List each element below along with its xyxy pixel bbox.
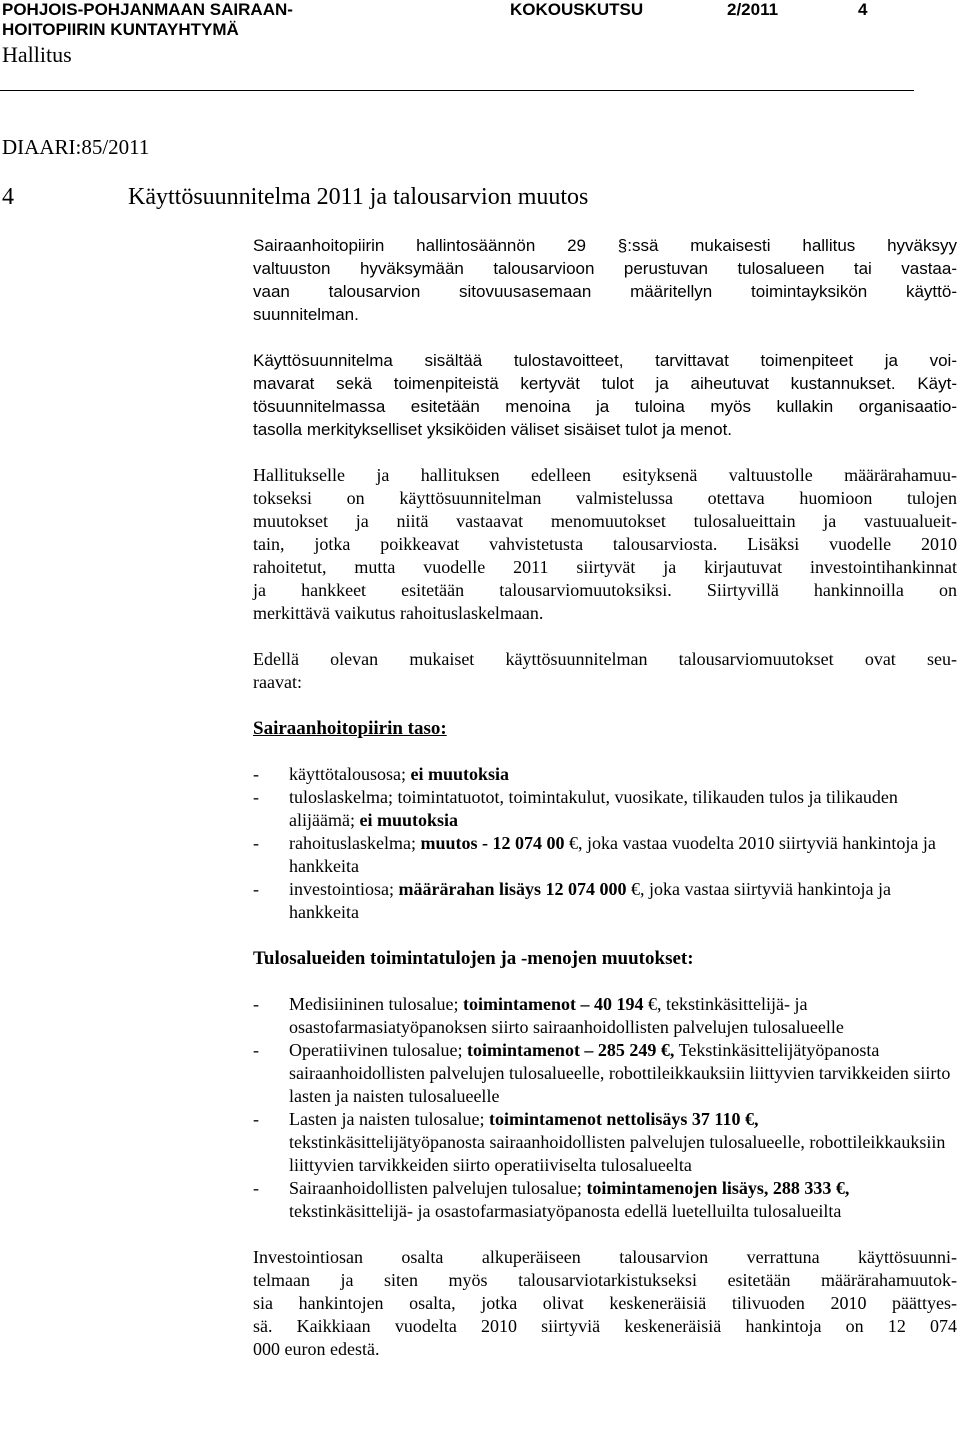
list-item: - Medisiininen tulosalue; toimintamenot – 40 194 €, tekstinkäsittelijä- ja osastofarmasiatyöpanoksen siirto sairaanhoidollisten palvelujen tulosalueelle	[253, 994, 844, 1037]
text-line: Edellä olevan mukaiset käyttösuunnitelman talousarviomuutokset ovat seu-	[253, 649, 957, 669]
item-title: Käyttösuunnitelma 2011 ja talousarvion muutos	[128, 184, 589, 210]
list-dash: -	[253, 1109, 259, 1129]
page-number: 4	[858, 0, 868, 19]
paragraph-summary	[253, 648, 957, 694]
list-item: - Lasten ja naisten tulosalue; toimintamenot nettolisäys 37 110 €, tekstinkäsittelijätyöpanosta sairaanhoidollisten palvelujen tulosalueelle, robottileikkauksiin liittyvien tarvikkeiden siirto operatiiviselta tulosalueelta	[253, 1109, 946, 1175]
text-line: tösuunnitelmassa esitetään menoina ja tuloina myös kullakin organisaatio-	[253, 397, 957, 416]
document-body	[253, 234, 957, 1384]
text-line: tasolla merkitykselliset yksiköiden väliset sisäiset tulot ja menot.	[253, 420, 733, 439]
text-line: Käyttösuunnitelma sisältää tulostavoitteet, tarvittavat toimenpiteet ja voi-	[253, 351, 957, 370]
document-type: KOKOUSKUTSU	[510, 0, 644, 19]
list-dash: -	[253, 787, 259, 807]
list-dash: -	[253, 1178, 259, 1198]
text-line: rahoitetut, mutta vuodelle 2011 siirtyvät ja kirjautuvat investointihankinnat	[253, 557, 957, 577]
text-line: valtuuston hyväksymään talousarvioon perustuvan tulosalueen tai vastaa-	[253, 259, 957, 278]
text-line: Investointiosan osalta alkuperäiseen talousarvion verrattuna käyttösuunni-	[253, 1247, 957, 1267]
text-line: telmaan ja siten myös talousarviotarkistukseksi esitetään määrärahamuutok-	[253, 1270, 957, 1290]
document-number: 2/2011	[727, 0, 779, 19]
text-line: suunnitelman.	[253, 305, 359, 324]
text-line: Hallitukselle ja hallituksen edelleen esityksenä valtuustolle määrärahamuu-	[253, 465, 957, 485]
section-title: Hallitus	[2, 42, 72, 67]
text-line: vaan talousarvion sitovuusasemaan määritellyn toimintayksikön käyttö-	[253, 282, 957, 301]
list-dash: -	[253, 879, 259, 899]
text-line: Sairaanhoitopiirin hallintosäännön 29 §:ssä mukaisesti hallitus hyväksyy	[253, 236, 957, 255]
heading-district-level: Sairaanhoitopiirin taso:	[253, 718, 447, 739]
list-dash: -	[253, 1040, 259, 1060]
diary-number: DIAARI:85/2011	[2, 135, 150, 159]
list-item: - investointiosa; määrärahan lisäys 12 074 000 €, joka vastaa siirtyviä hankintoja ja hankkeita	[253, 879, 891, 922]
org-name-line2: HOITOPIIRIN KUNTAYHTYMÄ	[2, 20, 239, 39]
paragraph-investments	[253, 1246, 957, 1361]
list-item: - Operatiivinen tulosalue; toimintamenot – 285 249 €, Tekstinkäsittelijätyöpanosta sairaanhoidollisten palvelujen tulosalueelle, robottileikkauksiin liittyvien tarvikkeiden siirto lasten ja naisten tulosalueelle	[253, 1040, 951, 1106]
paragraph-budget-changes	[253, 464, 957, 625]
list-dash: -	[253, 764, 259, 784]
text-line: mavarat sekä toimenpiteistä kertyvät tulot ja aiheutuvat kustannukset. Käyt-	[253, 374, 957, 393]
profit-area-list	[253, 993, 957, 1223]
text-line: ja hankkeet esitetään talousarviomuutoksiksi. Siirtyvillä hankinnoilla on	[253, 580, 957, 600]
heading-profit-area-changes: Tulosalueiden toimintatulojen ja -menojen muutokset:	[253, 948, 694, 969]
list-item: - rahoituslaskelma; muutos - 12 074 00 €, joka vastaa vuodelta 2010 siirtyviä hankintoja ja hankkeita	[253, 833, 936, 876]
list-dash: -	[253, 833, 259, 853]
text-line: sia hankintojen osalta, jotka olivat keskeneräisiä tilivuoden 2010 päättyes-	[253, 1293, 957, 1313]
list-item: - tuloslaskelma; toimintatuotot, toimintakulut, vuosikate, tilikauden tulos ja tilikauden alijäämä; ei muutoksia	[253, 787, 898, 830]
text-line: tokseksi on käyttösuunnitelman valmistelussa otettava huomioon tulojen	[253, 488, 957, 508]
item-number: 4	[2, 184, 14, 210]
paragraph-contents	[253, 349, 957, 441]
org-name-line1: POHJOIS-POHJANMAAN SAIRAAN-	[2, 0, 293, 19]
text-line: muutokset ja niitä vastaavat menomuutokset tulosalueittain ja vastuualueit-	[253, 511, 957, 531]
district-level-list	[253, 763, 957, 924]
text-line: merkittävä vaikutus rahoituslaskelmaan.	[253, 603, 544, 623]
paragraph-intro	[253, 234, 957, 326]
text-line: sä. Kaikkiaan vuodelta 2010 siirtyviä keskeneräisiä hankintoja on 12 074	[253, 1316, 957, 1336]
text-line: tain, jotka poikkeavat vahvistetusta talousarviosta. Lisäksi vuodelle 2010	[253, 534, 957, 554]
text-line: 000 euron edestä.	[253, 1339, 380, 1359]
list-item: - Sairaanhoidollisten palvelujen tulosalue; toimintamenojen lisäys, 288 333 €, tekstinkäsittelijä- ja osastofarmasiatyöpanosta edellä luetelluilta tulosalueilta	[253, 1178, 850, 1221]
header-rule	[0, 90, 914, 91]
list-dash: -	[253, 994, 259, 1014]
list-item: - käyttötalousosa; ei muutoksia	[253, 764, 510, 784]
text-line: raavat:	[253, 672, 302, 692]
